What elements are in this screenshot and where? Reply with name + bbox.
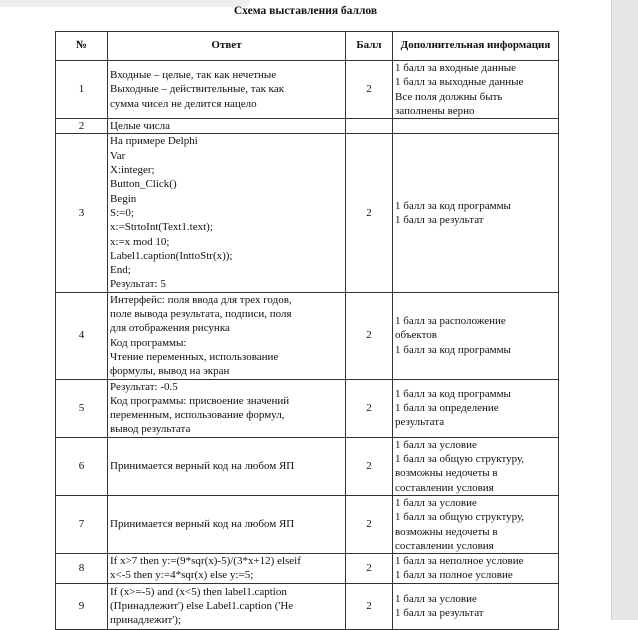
answer-cell (108, 583, 346, 629)
answer-line: Принимается верный код на любом ЯП (110, 518, 295, 531)
scoring-table (55, 31, 559, 630)
answer-cell (108, 134, 346, 292)
answer-line: формулы, вывод на экран (110, 365, 230, 378)
info-line: 1 балл за неполное условие (395, 555, 524, 568)
info-line: 1 балл за общую структуру, (395, 511, 525, 524)
answer-line: X:integer; (110, 164, 155, 177)
row-number: 2 (56, 119, 108, 134)
score-cell: 2 (346, 379, 393, 437)
info-line: 1 балл за условие (395, 438, 477, 451)
row-number: 7 (56, 495, 108, 553)
info-cell (393, 379, 559, 437)
answer-cell (108, 495, 346, 553)
score-cell: 2 (346, 554, 393, 584)
answer-line: S:=0; (110, 206, 134, 219)
info-line: 1 балл за общую структуру, (395, 453, 525, 466)
table-row (56, 437, 559, 495)
info-line: 1 балл за расположение (395, 315, 506, 328)
info-cell (393, 554, 559, 584)
info-cell (393, 119, 559, 134)
info-cell (393, 437, 559, 495)
table-row (56, 379, 559, 437)
answer-line: If (x>=-5) and (x<5) then label1.caption (110, 585, 287, 598)
answer-line: If x>7 then y:=(9*sqr(x)-5)/(3*x+12) elseif (110, 555, 301, 568)
header-info (393, 32, 559, 61)
info-cell (393, 495, 559, 553)
info-line: 1 балл за условие (395, 496, 477, 509)
answer-line: Результат: -0.5 (110, 380, 178, 393)
answer-cell (108, 292, 346, 379)
info-line: Все поля должны быть (395, 90, 503, 103)
answer-line: Интерфейс: поля ввода для трех годов, (110, 293, 292, 306)
answer-line: Label1.caption(InttoStr(x)); (110, 249, 233, 262)
header-score: Балл (346, 32, 393, 61)
table-row (56, 61, 559, 119)
answer-line: x<-5 then y:=4*sqr(x) else y:=5; (110, 569, 254, 582)
header-answer: Ответ (108, 32, 346, 61)
answer-line: Целые числа (110, 120, 171, 133)
info-line: 1 балл за код программы (395, 343, 511, 356)
table-row (56, 583, 559, 629)
info-line: 1 балл за выходные данные (395, 76, 524, 89)
answer-line: вывод результата (110, 423, 191, 436)
page-edge-shadow (611, 0, 638, 620)
answer-cell (108, 437, 346, 495)
answer-line: End; (110, 264, 131, 277)
answer-line: поле вывода результата, подписи, поля (110, 308, 292, 321)
answer-line: для отображения рисунка (110, 322, 230, 335)
info-cell (393, 134, 559, 292)
score-cell: 2 (346, 134, 393, 292)
table-row (56, 495, 559, 553)
answer-line: На примере Delphi (110, 135, 198, 148)
answer-line: Выходные – действительные, так как (110, 83, 285, 96)
header-number: № (56, 32, 108, 61)
row-number: 5 (56, 379, 108, 437)
info-line: возможны недочеты в (395, 467, 498, 480)
answer-line: Var (110, 149, 126, 162)
answer-line: Результат: 5 (110, 278, 166, 291)
info-line: 1 балл за полное условие (395, 569, 513, 582)
info-line: 1 балл за определение (395, 401, 499, 414)
row-number: 9 (56, 583, 108, 629)
table-row (56, 134, 559, 292)
score-cell: 2 (346, 61, 393, 119)
answer-line: сумма чисел не делится нацело (110, 97, 257, 110)
row-number: 4 (56, 292, 108, 379)
answer-line: Код программы: присвоение значений (110, 394, 290, 407)
score-cell (346, 119, 393, 134)
info-line: 1 балл за код программы (395, 387, 511, 400)
score-cell: 2 (346, 583, 393, 629)
info-cell (393, 583, 559, 629)
answer-line: Принимается верный код на любом ЯП (110, 460, 295, 473)
answer-cell (108, 379, 346, 437)
info-line: результата (395, 416, 445, 429)
answer-cell (108, 554, 346, 584)
table-header-row (56, 32, 559, 61)
info-line: 1 балл за условие (395, 592, 477, 605)
info-line: объектов (395, 329, 437, 342)
answer-line: Чтение переменных, использование (110, 350, 279, 363)
score-cell: 2 (346, 292, 393, 379)
answer-cell (108, 119, 346, 134)
answer-cell (108, 61, 346, 119)
score-cell: 2 (346, 495, 393, 553)
info-line: 1 балл за результат (395, 214, 484, 227)
info-line: 1 балл за входные данные (395, 62, 517, 74)
answer-line: x:=StrtoInt(Text1.text); (110, 221, 213, 234)
info-line: возможны недочеты в (395, 525, 498, 538)
answer-line: Button_Click() (110, 178, 177, 191)
table-row (56, 119, 559, 134)
table-row (56, 292, 559, 379)
answer-line: x:=x mod 10; (110, 235, 170, 248)
info-line: составлении условия (395, 539, 494, 552)
info-line: 1 балл за результат (395, 607, 484, 620)
row-number: 1 (56, 61, 108, 119)
answer-line: Begin (110, 192, 137, 205)
answer-line: (Принадлежит') else Label1.caption ('Не (110, 600, 294, 613)
row-number: 3 (56, 134, 108, 292)
row-number: 6 (56, 437, 108, 495)
answer-line: принадлежит'); (110, 614, 182, 627)
document-title: Схема выставления баллов (233, 5, 378, 17)
score-cell: 2 (346, 437, 393, 495)
row-number: 8 (56, 554, 108, 584)
info-cell (393, 292, 559, 379)
info-line: 1 балл за код программы (395, 199, 511, 212)
info-cell (393, 61, 559, 119)
answer-line: Код программы: (110, 336, 187, 349)
answer-line: переменным, использование формул, (110, 409, 285, 422)
table-row (56, 554, 559, 584)
header-info-text: Дополнительная информация (400, 39, 551, 52)
info-line: заполнены верно (395, 104, 475, 117)
info-line: составлении условия (395, 481, 494, 494)
answer-line: Входные – целые, так как нечетные (110, 69, 277, 82)
